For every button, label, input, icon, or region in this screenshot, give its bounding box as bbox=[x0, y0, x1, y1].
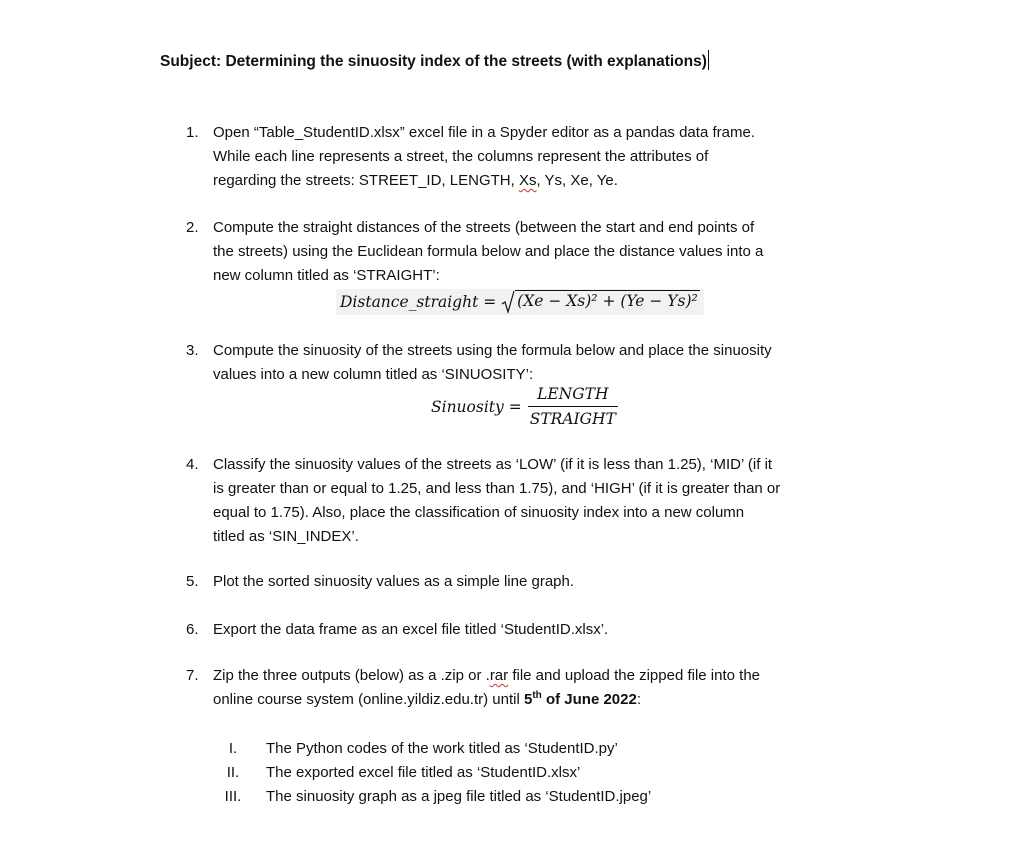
item-number: 2. bbox=[186, 219, 199, 236]
roman-text: The sinuosity graph as a jpeg file titled as ‘StudentID.jpeg’ bbox=[266, 788, 652, 805]
item-1-line-3: regarding the streets: STREET_ID, LENGTH, Xs, Ys, Xe, Ye. bbox=[213, 172, 618, 189]
item-6-line-1: Export the data frame as an excel file titled ‘StudentID.xlsx’. bbox=[213, 621, 609, 638]
roman-text: The Python codes of the work titled as ‘StudentID.py’ bbox=[266, 740, 618, 757]
spellcheck-word: rar bbox=[489, 667, 509, 684]
item-number: 4. bbox=[186, 456, 199, 473]
item-4-line-1: Classify the sinuosity values of the streets as ‘LOW’ (if it is less than 1.25), ‘MID’ (if it bbox=[213, 456, 773, 473]
sinuosity-formula bbox=[431, 384, 618, 429]
item-number: 7. bbox=[186, 667, 199, 684]
document-subject bbox=[160, 50, 709, 71]
item-4-line-4: titled as ‘SIN_INDEX’. bbox=[213, 528, 359, 545]
roman-number: II. bbox=[226, 764, 240, 781]
item-4-line-2: is greater than or equal to 1.25, and less than 1.75), and ‘HIGH’ (if it is greater than or bbox=[213, 480, 781, 497]
formula-radicand: (Xe − Xs)² + (Ye − Ys)² bbox=[517, 292, 698, 310]
item-number: 6. bbox=[186, 621, 199, 638]
formula-equals: = bbox=[503, 397, 522, 416]
text-cursor bbox=[708, 50, 709, 70]
formula-equals: = bbox=[478, 293, 502, 311]
radical-sign-icon bbox=[501, 290, 515, 314]
distance-formula bbox=[336, 289, 704, 315]
roman-text: The exported excel file titled as ‘StudentID.xlsx’ bbox=[266, 764, 581, 781]
item-number: 1. bbox=[186, 124, 199, 141]
item-5-line-1: Plot the sorted sinuosity values as a simple line graph. bbox=[213, 573, 575, 590]
formula-fraction bbox=[528, 384, 618, 429]
item-7-line-2: online course system (online.yildiz.edu.tr) until 5th of June 2022: bbox=[213, 690, 641, 708]
item-3-line-2: values into a new column titled as ‘SINUOSITY’: bbox=[213, 366, 534, 383]
spellcheck-word: Xs bbox=[518, 172, 537, 189]
outputs-list bbox=[218, 737, 818, 809]
roman-number: III. bbox=[224, 788, 242, 805]
list-item bbox=[218, 761, 818, 785]
square-root bbox=[501, 290, 700, 314]
fraction-numerator: LENGTH bbox=[537, 385, 609, 403]
item-1-line-1: Open “Table_StudentID.xlsx” excel file in a Spyder editor as a pandas data frame. bbox=[213, 124, 755, 141]
item-number: 5. bbox=[186, 573, 199, 590]
item-number: 3. bbox=[186, 342, 199, 359]
item-2-line-1: Compute the straight distances of the streets (between the start and end points of bbox=[213, 219, 755, 236]
formula-lhs: Sinuosity bbox=[431, 397, 504, 416]
item-1-line-2: While each line represents a street, the columns represent the attributes of bbox=[213, 148, 709, 165]
subject-text: Subject: Determining the sinuosity index of the streets (with explanations) bbox=[160, 53, 707, 70]
item-3-line-1: Compute the sinuosity of the streets using the formula below and place the sinuosity bbox=[213, 342, 772, 359]
fraction-denominator: STRAIGHT bbox=[528, 406, 618, 429]
item-2-line-3: new column titled as ‘STRAIGHT’: bbox=[213, 267, 440, 284]
list-item bbox=[218, 737, 818, 761]
item-7-line-1: Zip the three outputs (below) as a .zip or .rar file and upload the zipped file into the bbox=[213, 667, 761, 684]
formula-lhs: Distance_straight bbox=[340, 293, 479, 311]
list-item bbox=[218, 785, 818, 809]
roman-number: I. bbox=[228, 740, 238, 757]
item-4-line-3: equal to 1.75). Also, place the classification of sinuosity index into a new column bbox=[213, 504, 745, 521]
item-2-line-2: the streets) using the Euclidean formula below and place the distance values into a bbox=[213, 243, 764, 260]
